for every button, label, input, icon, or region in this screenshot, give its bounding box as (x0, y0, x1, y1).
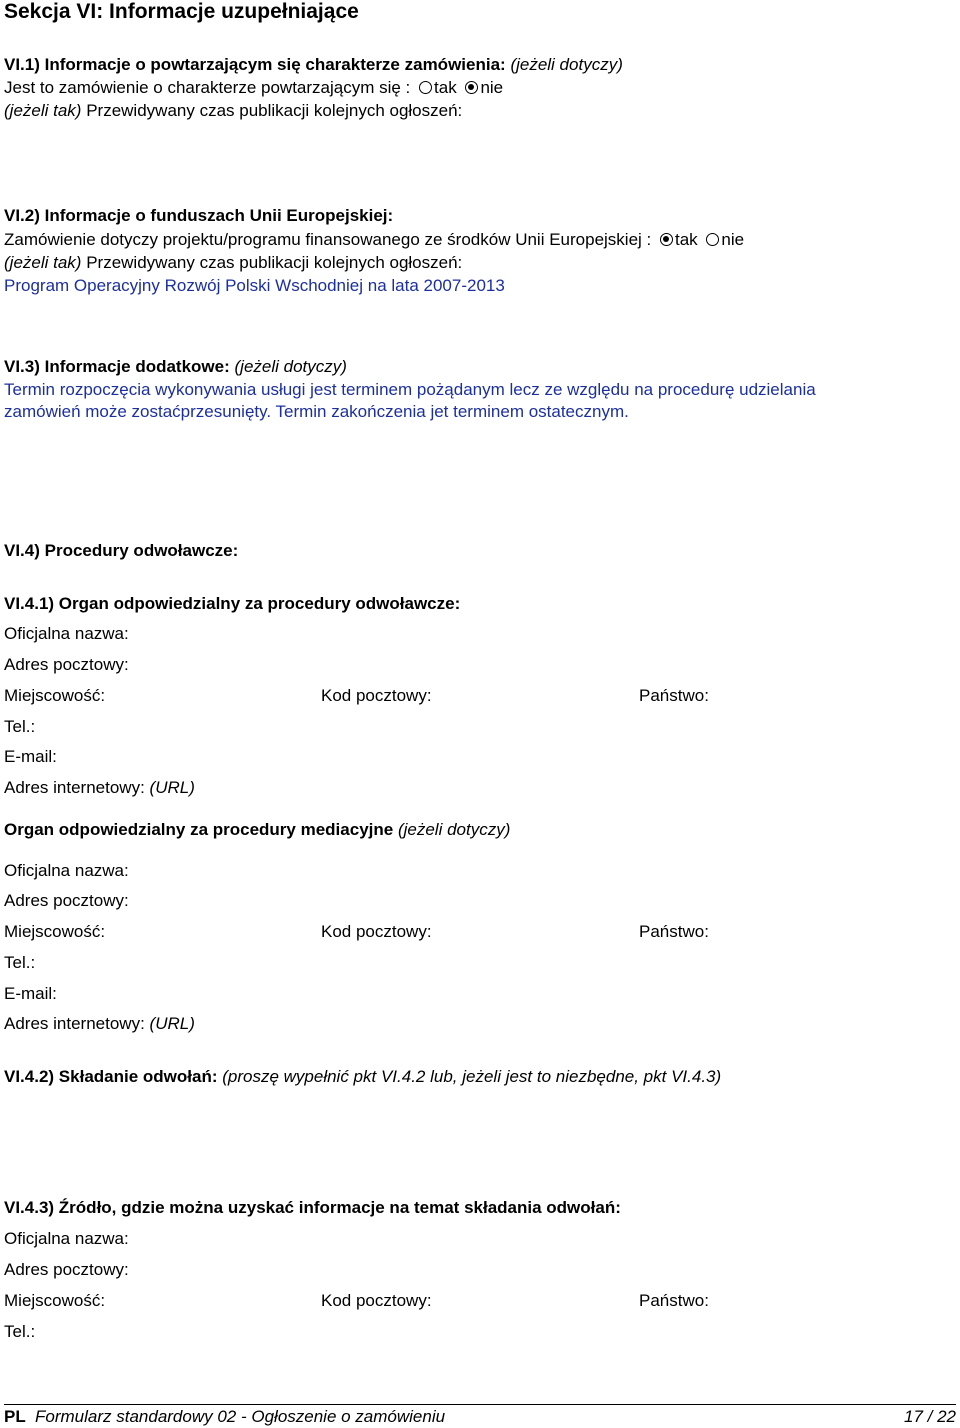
s62-if-yes: (jeżeli tak) (4, 253, 82, 272)
s62-question-line (4, 230, 744, 250)
mediation-country-label: Państwo: (639, 922, 709, 941)
s641-internet-address-label: Adres internetowy: (4, 778, 145, 797)
s62-if-yes-line (4, 253, 462, 273)
s641-email-label: E-mail: (4, 747, 57, 766)
section-title: Sekcja VI: Informacje uzupełniające (4, 0, 359, 23)
s641-tel-label: Tel.: (4, 717, 36, 736)
s641-official-name-label: Oficjalna nazwa: (4, 624, 129, 643)
s61-if-yes: (jeżeli tak) (4, 101, 82, 120)
s61-radio-no[interactable] (465, 81, 478, 94)
s61-opt-no: nie (480, 78, 504, 97)
s63-heading-line (4, 357, 347, 377)
s62-radio-no[interactable] (706, 233, 719, 246)
s61-question: Jest to zamówienie o charakterze powtarzającym się : (4, 78, 411, 97)
s64-heading: VI.4) Procedury odwoławcze: (4, 541, 239, 560)
s61-heading-note: (jeżeli dotyczy) (510, 55, 623, 74)
s62-heading: VI.2) Informacje o funduszach Unii Europejskiej: (4, 206, 394, 225)
s642-heading-line (4, 1067, 721, 1087)
mediation-postal-code-label: Kod pocztowy: (321, 922, 432, 941)
s642-heading-note: (proszę wypełnić pkt VI.4.2 lub, jeżeli jest to niezbędne, pkt VI.4.3) (222, 1067, 722, 1086)
s641-country-label: Państwo: (639, 686, 709, 705)
footer-page-number: 17 / 22 (904, 1407, 956, 1426)
s643-official-name-label: Oficjalna nazwa: (4, 1229, 129, 1248)
s643-postal-address-label: Adres pocztowy: (4, 1260, 129, 1279)
mediation-city-label: Miejscowość: (4, 922, 106, 941)
s63-heading-note: (jeżeli dotyczy) (234, 357, 347, 376)
s63-heading: VI.3) Informacje dodatkowe: (4, 357, 230, 376)
s62-question: Zamówienie dotyczy projektu/programu finansowanego ze środków Unii Europejskiej : (4, 230, 652, 249)
mediation-url-note: (URL) (149, 1014, 195, 1033)
s641-heading: VI.4.1) Organ odpowiedzialny za procedury odwoławcze: (4, 594, 461, 613)
s62-if-yes-text: Przewidywany czas publikacji kolejnych ogłoszeń: (86, 253, 463, 272)
footer-lang: PL (4, 1407, 26, 1426)
mediation-email-label: E-mail: (4, 984, 57, 1003)
mediation-internet-address-line (4, 1014, 195, 1034)
s61-opt-yes: tak (434, 78, 457, 97)
s63-text-line1: Termin rozpoczęcia wykonywania usługi jest terminem pożądanym lecz ze względu na procedurę udzielania (4, 380, 816, 399)
s641-postal-code-label: Kod pocztowy: (321, 686, 432, 705)
s61-if-yes-text: Przewidywany czas publikacji kolejnych ogłoszeń: (86, 101, 463, 120)
s641-postal-address-label: Adres pocztowy: (4, 655, 129, 674)
s61-heading: VI.1) Informacje o powtarzającym się charakterze zamówienia: (4, 55, 506, 74)
s63-text-line2: zamówień może zostaćprzesunięty. Termin zakończenia jet terminem ostatecznym. (4, 402, 629, 421)
s641-url-note: (URL) (149, 778, 195, 797)
mediation-official-name-label: Oficjalna nazwa: (4, 861, 129, 880)
s641-city-label: Miejscowość: (4, 686, 106, 705)
s61-question-line (4, 78, 503, 98)
s643-country-label: Państwo: (639, 1291, 709, 1310)
s643-city-label: Miejscowość: (4, 1291, 106, 1310)
s62-opt-yes: tak (675, 230, 698, 249)
s642-heading: VI.4.2) Składanie odwołań: (4, 1067, 218, 1086)
s61-radio-yes[interactable] (419, 81, 432, 94)
mediation-heading-note: (jeżeli dotyczy) (397, 820, 511, 839)
mediation-internet-address-label: Adres internetowy: (4, 1014, 145, 1033)
s62-answer: Program Operacyjny Rozwój Polski Wschodniej na lata 2007-2013 (4, 276, 505, 295)
s61-heading-line (4, 55, 623, 75)
mediation-heading: Organ odpowiedzialny za procedury mediacyjne (4, 820, 394, 839)
mediation-postal-address-label: Adres pocztowy: (4, 891, 129, 910)
s643-heading: VI.4.3) Źródło, gdzie można uzyskać informacje na temat składania odwołań: (4, 1198, 621, 1217)
s643-postal-code-label: Kod pocztowy: (321, 1291, 432, 1310)
mediation-heading-line (4, 820, 510, 840)
s61-if-yes-line (4, 101, 462, 121)
s643-tel-label: Tel.: (4, 1322, 36, 1341)
s641-internet-address-line (4, 778, 195, 798)
s62-radio-yes[interactable] (660, 233, 673, 246)
footer-form-name: Formularz standardowy 02 - Ogłoszenie o zamówieniu (35, 1407, 446, 1426)
footer-divider (4, 1404, 956, 1405)
mediation-tel-label: Tel.: (4, 953, 36, 972)
s62-opt-no: nie (721, 230, 745, 249)
